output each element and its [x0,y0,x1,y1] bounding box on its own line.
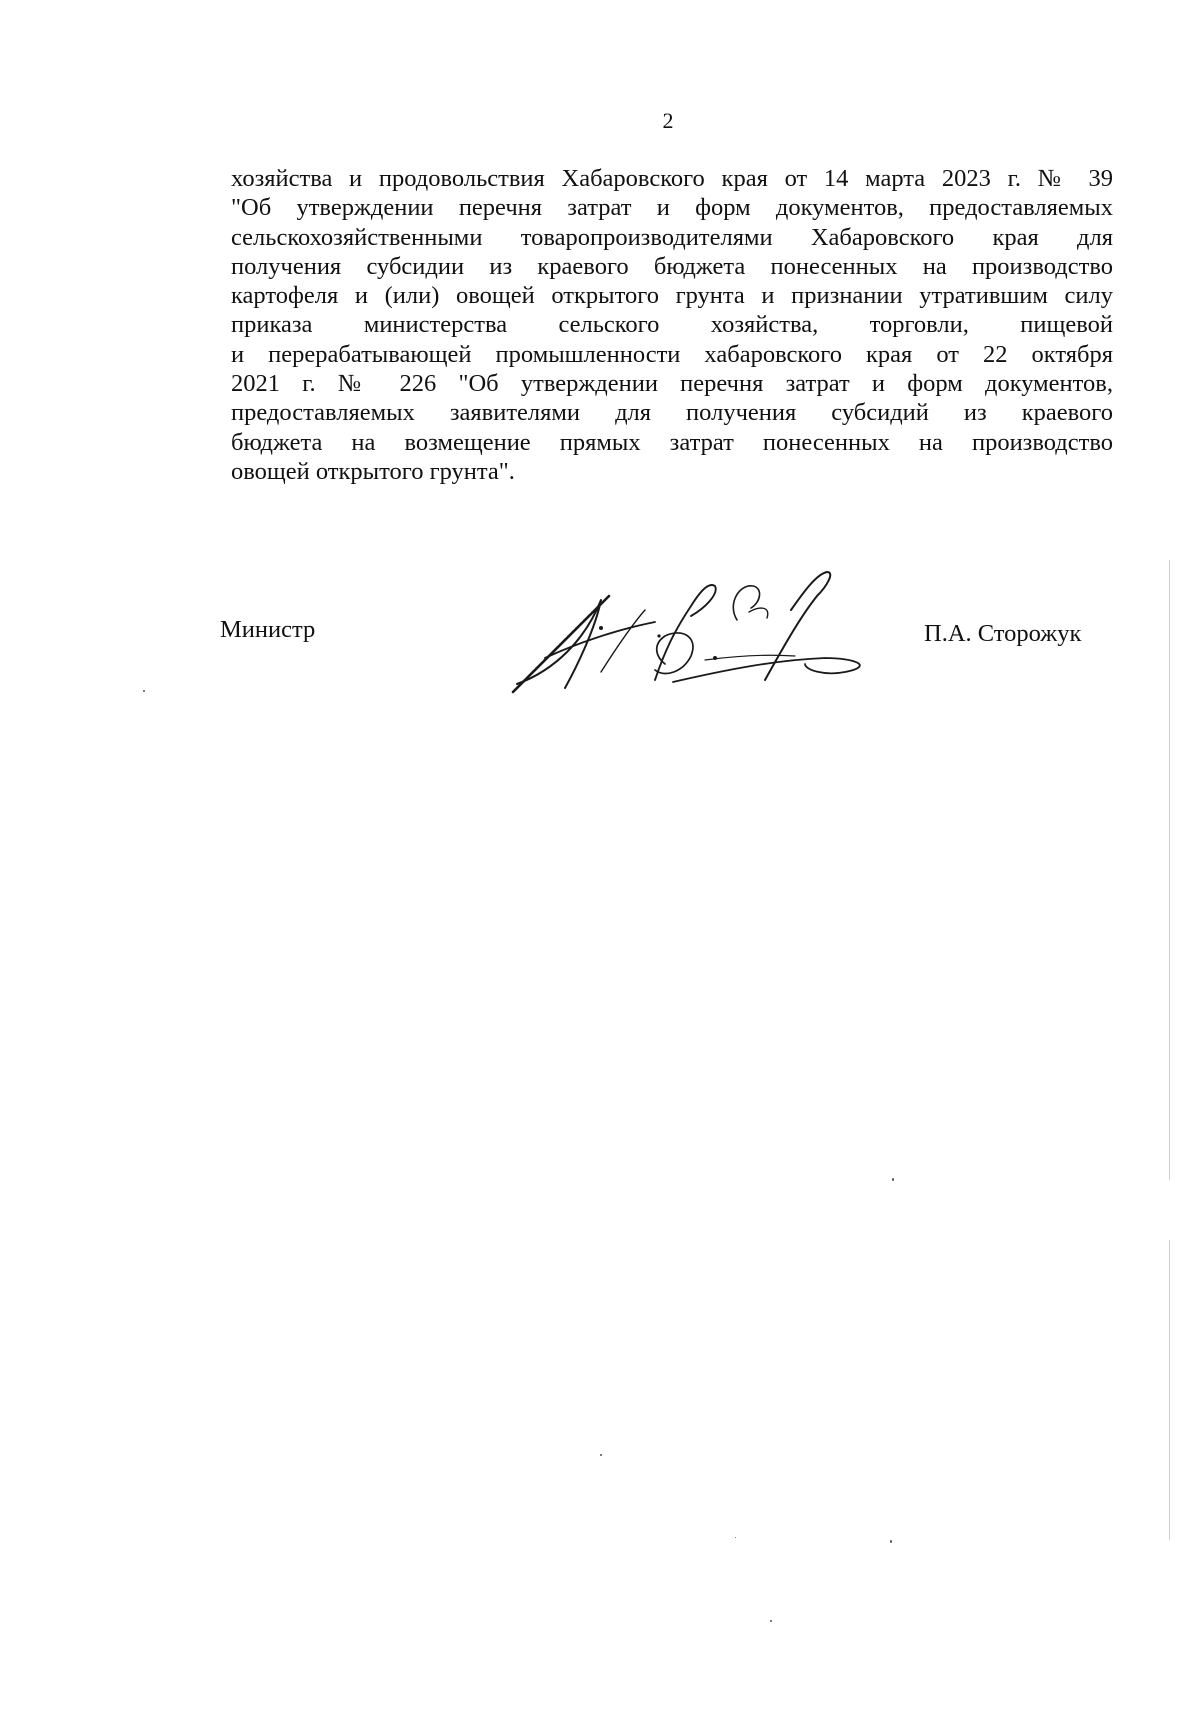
signatory-name: П.А. Сторожук [924,620,1082,647]
scan-artifact [600,1454,602,1456]
scan-edge [1169,560,1170,1180]
paragraph-line: получения субсидии из краевого бюджета понесенных на производство [231,252,1113,280]
paragraph-line: предоставляемых заявителями для получения субсидий из краевого [231,399,1113,427]
scan-artifact [735,1537,736,1538]
paragraph-line: "Об утверждении перечня затрат и форм документов, предоставляемых [231,194,1113,222]
paragraph-line: сельскохозяйственными товаропроизводителями Хабаровского края для [231,223,1113,251]
page-number: 2 [662,108,674,133]
scan-edge [1169,1240,1170,1540]
scan-artifact [890,1540,892,1543]
paragraph-line: бюджета на возмещение прямых затрат понесенных на производство [231,428,1113,456]
body-paragraph [231,164,1113,486]
paragraph-line: хозяйства и продовольствия Хабаровского края от 14 марта 2023 г. № 39 [231,165,1113,192]
scan-artifact [143,690,145,692]
handwritten-signature [505,560,895,710]
paragraph-line: овощей открытого грунта". [231,457,515,485]
scan-artifact [892,1178,894,1181]
paragraph-line: и перерабатывающей промышленности хабаровского края от 22 октября [231,340,1113,368]
paragraph-line: 2021 г. № 226 "Об утверждении перечня затрат и форм документов, [231,370,1113,398]
paragraph-line: приказа министерства сельского хозяйства, торговли, пищевой [231,311,1113,339]
signatory-role: Министр [220,616,316,643]
scan-artifact [770,1620,772,1622]
paragraph-line: картофеля и (или) овощей открытого грунта и признании утратившим силу [231,282,1113,310]
